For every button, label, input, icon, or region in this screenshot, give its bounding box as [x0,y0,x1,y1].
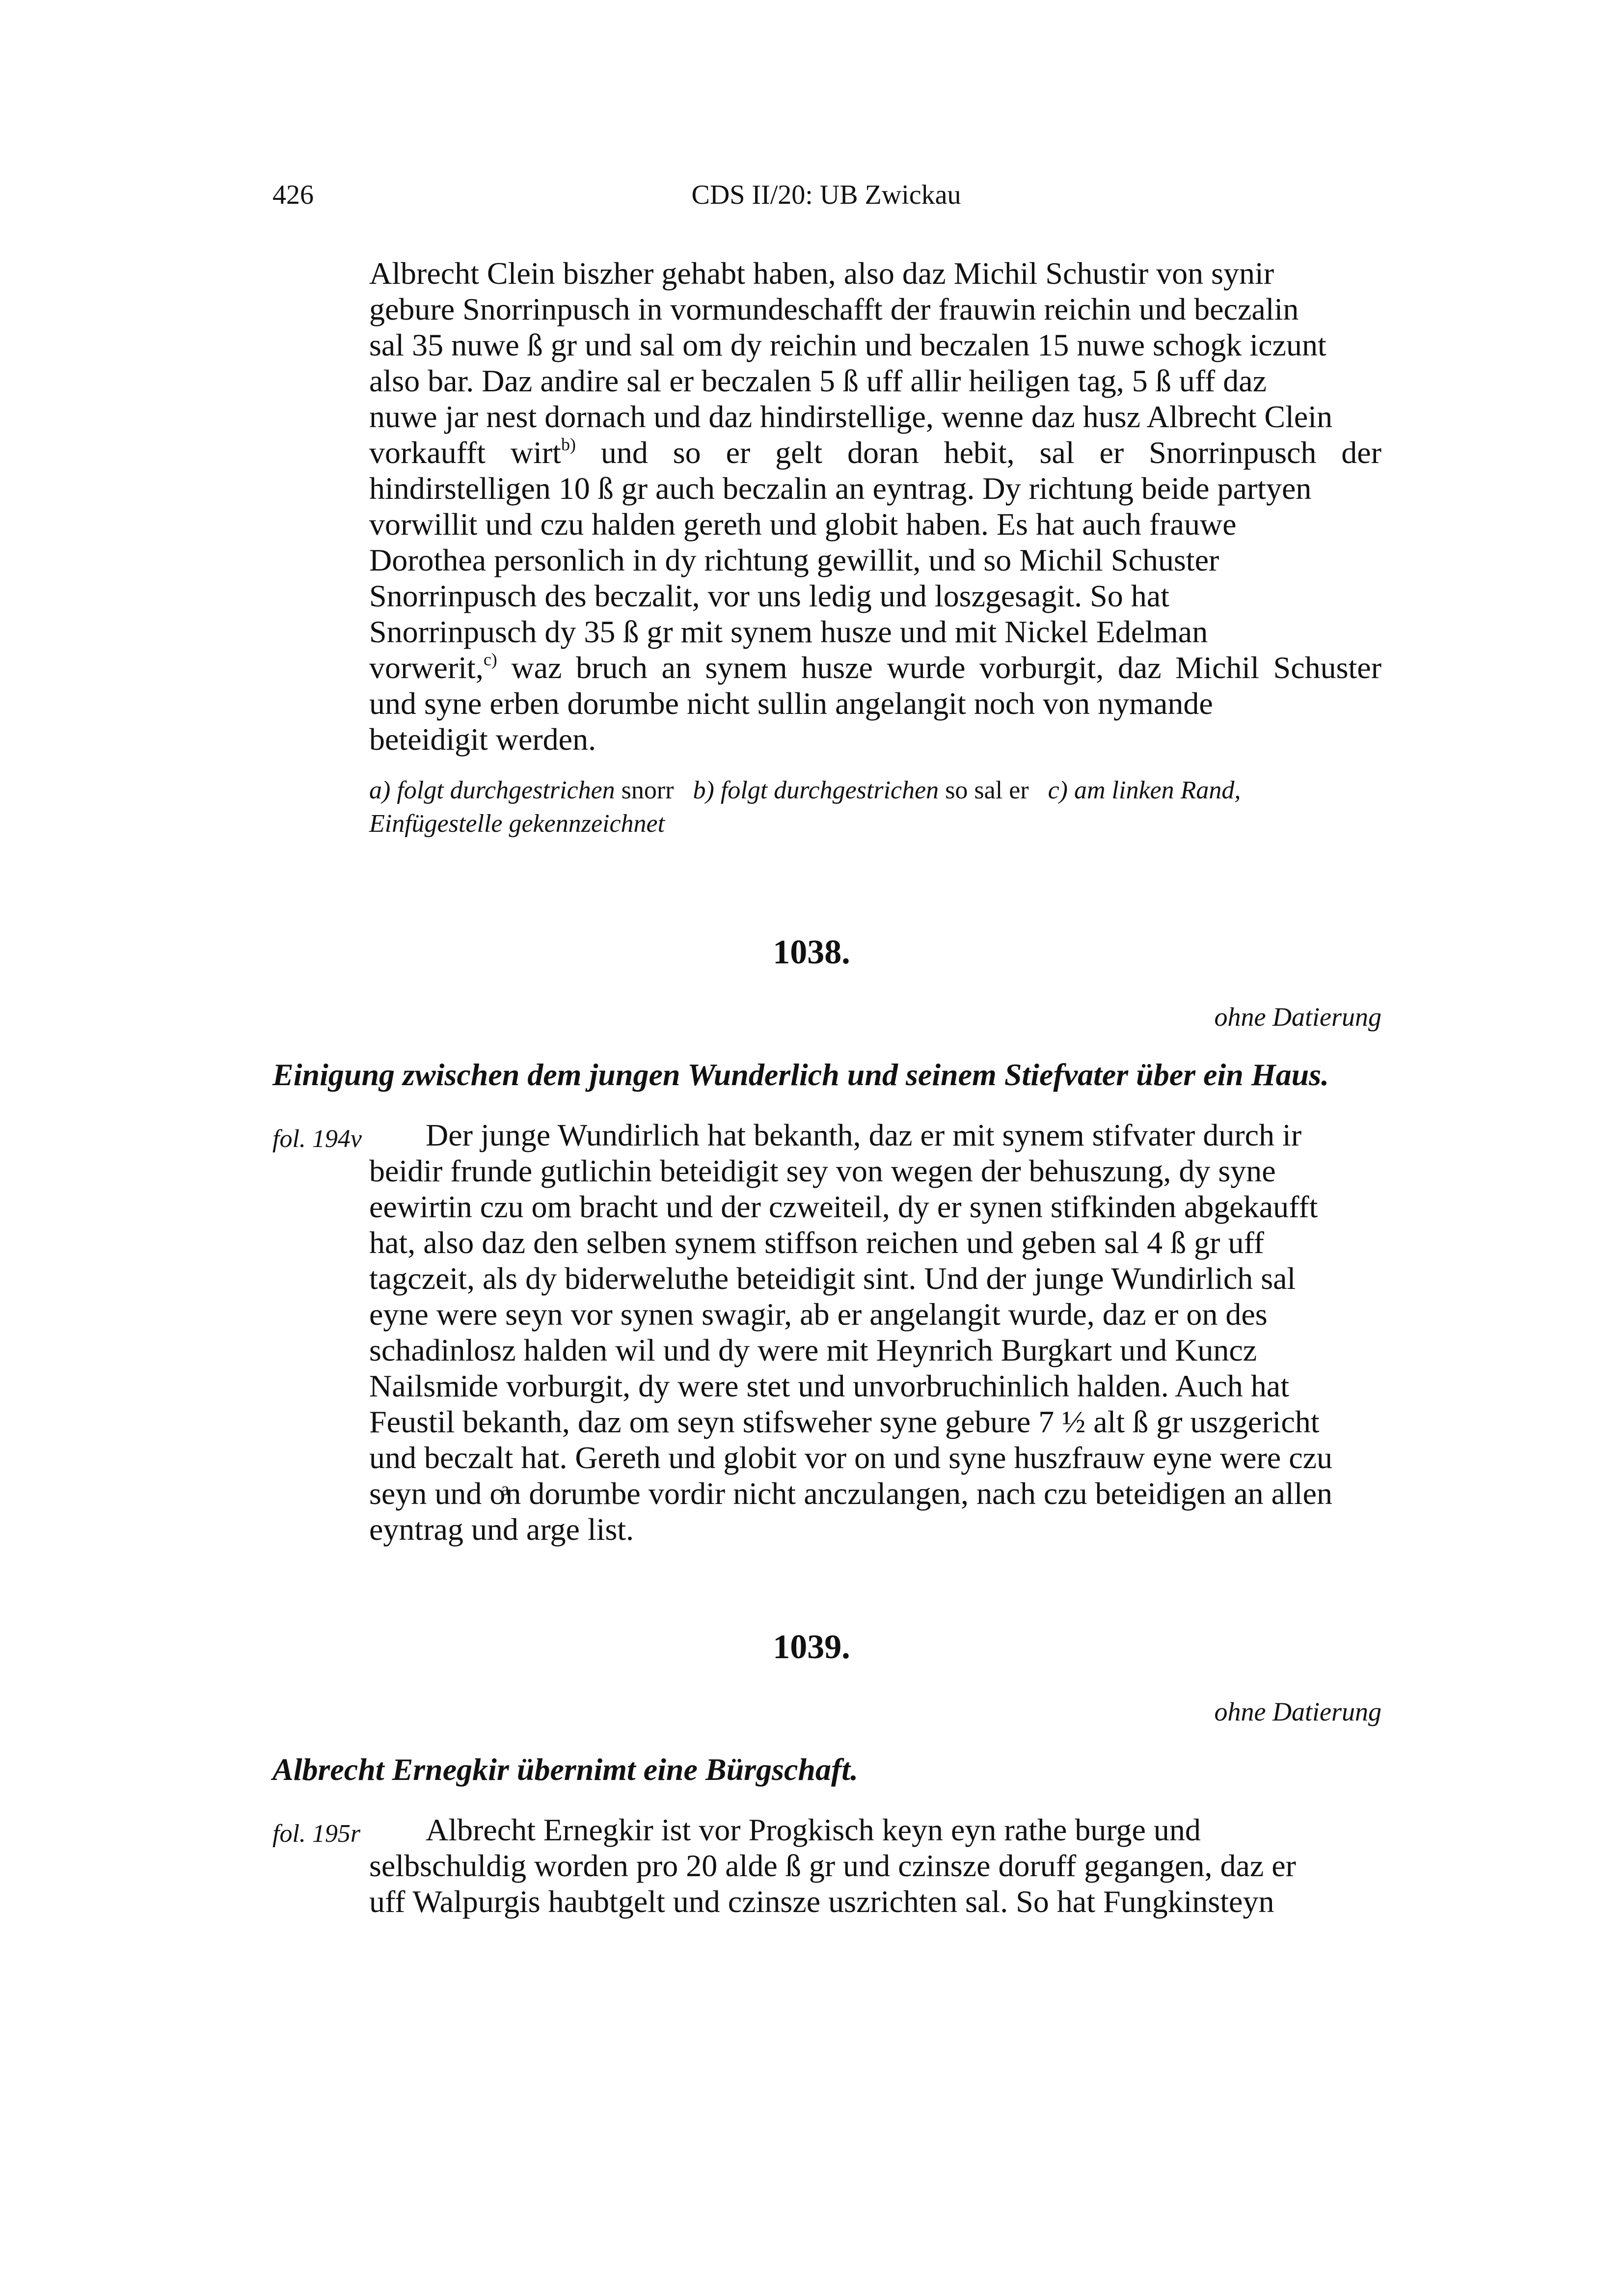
text-line: nuwe jar nest dornach und daz hindirstellige, wenne daz husz Albrecht Clein [369,399,1333,434]
footnote-a-label: a) folgt durchgestrichen [369,776,615,804]
text-line: vorwillit und czu halden gereth und globit haben. Es hat auch frauwe [369,507,1237,542]
doc-number-1039: 1039. [773,1628,850,1666]
text-line: Nailsmide vorburgit, dy were stet und unvorbruchinlich halden. Auch hat [369,1368,1289,1403]
text-line [369,435,1381,470]
doc-number-1038: 1038. [773,933,850,971]
running-title: CDS II/20: UB Zwickau [691,180,961,210]
page-number: 426 [272,180,314,210]
footnote-marker-b: b) [561,435,576,454]
folio-1038: fol. 194v [272,1125,362,1153]
date-note-1038: ohne Datierung [1214,1002,1381,1032]
text-line: schadinlosz halden wil und dy were mit Heynrich Burgkart und Kuncz [369,1333,1257,1367]
text-line: beteidigit werden. [369,722,596,757]
text-line: Albrecht Ernegkir ist vor Progkisch keyn eyn rathe burge und [426,1812,1201,1847]
text-line: hat, also daz den selben synem stiffson reichen und geben sal 4 ß gr uff [369,1225,1264,1260]
text-segment: vorwerit, [369,650,484,685]
footnote-b-label: b) folgt durchgestrichen [693,776,939,804]
text-line [369,650,1381,685]
text-segment: und so er gelt doran hebit, sal er Snorrinpusch der [600,435,1382,470]
date-note-1039: ohne Datierung [1214,1697,1381,1726]
text-line: Snorrinpusch dy 35 ß gr mit synem husze und mit Nickel Edelman [369,614,1208,649]
footnote-c-label: c) am linken Rand, [1048,776,1241,804]
footnote-a-text: snorr [621,776,674,804]
text-line: und beczalt hat. Gereth und globit vor on und syne huszfrauw eyne were czu [369,1440,1332,1475]
text-line: seyn und oͣn dorumbe vordir nicht anczulangen, nach czu beteidigen an allen [369,1476,1332,1511]
text-segment: vorkaufft wirt [369,435,561,470]
text-line: Feustil bekanth, daz om seyn stifsweher syne gebure 7 ½ alt ß gr uszgericht [369,1404,1320,1439]
text-line: tagczeit, als dy biderweluthe beteidigit sint. Und der junge Wundirlich sal [369,1261,1296,1296]
text-line: selbschuldig worden pro 20 alde ß gr und czinsze doruff gegangen, daz er [369,1848,1296,1883]
footnote-c-label-cont: Einfügestelle gekennzeichnet [369,810,665,838]
text-line: eewirtin czu om bracht und der czweiteil, dy er synen stifkinden abgekaufft [369,1189,1318,1224]
text-line: also bar. Daz andire sal er beczalen 5 ß uff allir heiligen tag, 5 ß uff daz [369,363,1267,398]
text-line: Albrecht Clein biszher gehabt haben, also daz Michil Schustir von synir [369,256,1274,291]
text-line: hindirstelligen 10 ß gr auch beczalin an eyntrag. Dy richtung beide partyen [369,471,1312,506]
text-segment: waz bruch an synem husze wurde vorburgit, daz Michil Schuster [511,650,1381,685]
text-line: Der junge Wundirlich hat bekanth, daz er mit synem stifvater durch ir [426,1118,1302,1152]
footnote-marker-c: c) [483,650,497,669]
footnote-b-text: so sal er [945,776,1029,804]
footnote-line [369,807,1381,841]
text-line: eyne were seyn vor synen swagir, ab er angelangit wurde, daz er on des [369,1297,1268,1332]
doc-1039-text [272,1812,1382,1919]
folio-1039: fol. 195r [272,1820,361,1848]
text-line: Dorothea personlich in dy richtung gewillit, und so Michil Schuster [369,543,1219,577]
regest-1038: Einigung zwischen dem jungen Wunderlich und seinem Stiefvater über ein Haus. [272,1057,1329,1092]
footnotes [369,774,1381,841]
text-line: sal 35 nuwe ß gr und sal om dy reichin und beczalen 15 nuwe schogk iczunt [369,328,1326,362]
doc-1038-text [272,1117,1382,1547]
footnote-line [369,774,1381,807]
text-line: gebure Snorrinpusch in vormundeschafft der frauwin reichin und beczalin [369,292,1299,327]
text-line: uff Walpurgis haubtgelt und czinsze uszrichten sal. So hat Fungkinsteyn [369,1884,1274,1919]
text-line: eyntrag und arge list. [369,1512,634,1547]
text-line: und syne erben dorumbe nicht sullin angelangit noch von nymande [369,686,1213,721]
regest-1039: Albrecht Ernegkir übernimt eine Bürgschaft. [272,1752,859,1787]
text-line: Snorrinpusch des beczalit, vor uns ledig und loszgesagit. So hat [369,578,1169,613]
page-header [272,179,1380,219]
text-line: beidir frunde gutlichin beteidigit sey von wegen der behuszung, dy syne [369,1153,1276,1188]
continuation-text [369,255,1381,757]
